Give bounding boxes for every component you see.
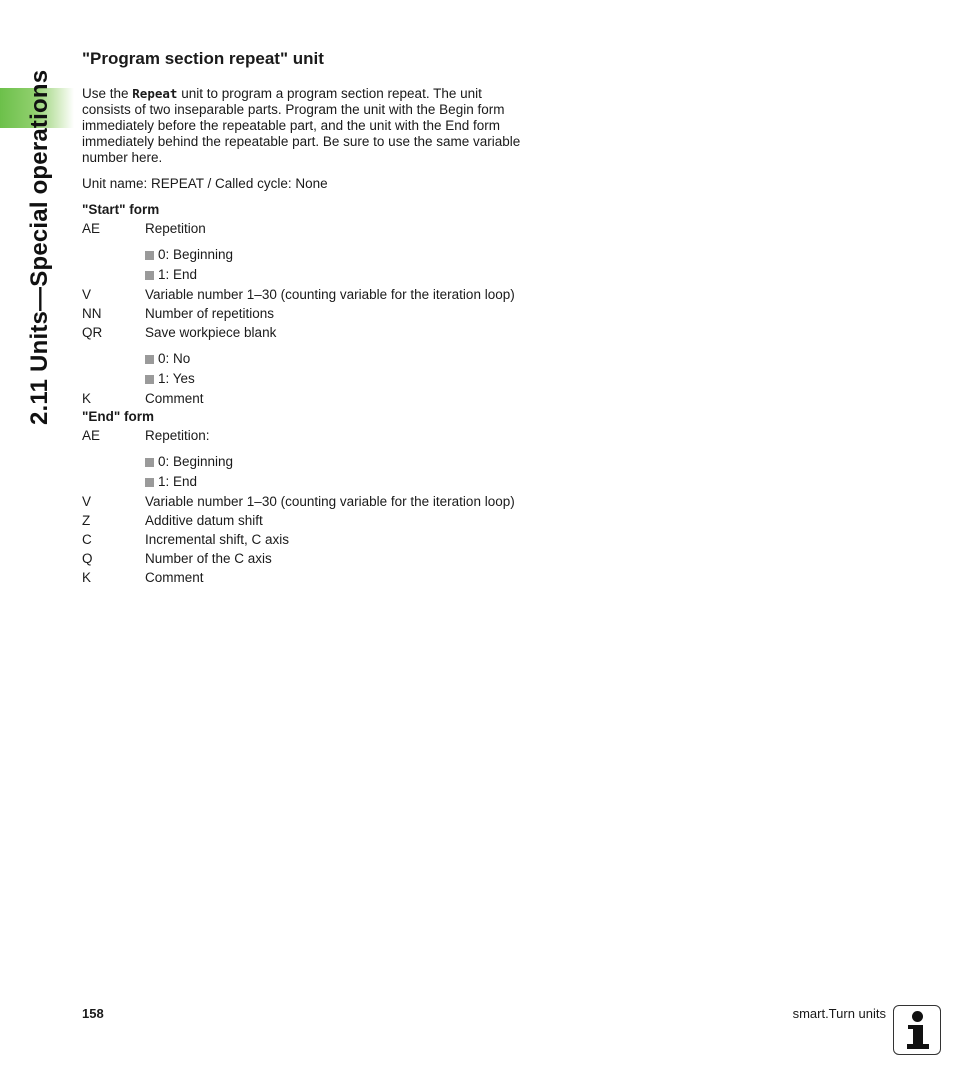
end-form-title: "End" form	[82, 409, 155, 424]
param-row	[82, 513, 527, 529]
main-content	[82, 48, 527, 586]
param-row	[82, 391, 527, 407]
param-row	[82, 287, 527, 303]
param-row	[82, 221, 527, 237]
param-code: V	[82, 494, 92, 509]
unit-name-line: Unit name: REPEAT / Called cycle: None	[82, 176, 328, 191]
param-desc: Incremental shift, C axis	[145, 532, 290, 547]
param-desc: Variable number 1–30 (counting variable for the iteration loop)	[145, 287, 515, 302]
param-row	[82, 532, 527, 548]
param-code: NN	[82, 306, 102, 321]
param-desc: Comment	[145, 391, 204, 406]
bullet-square-icon	[145, 271, 154, 280]
section-title: "Program section repeat" unit	[82, 49, 324, 68]
param-desc: Repetition:	[145, 428, 210, 443]
param-desc: Variable number 1–30 (counting variable for the iteration loop)	[145, 494, 515, 509]
bullet-square-icon	[145, 458, 154, 467]
param-desc: Save workpiece blank	[145, 325, 277, 340]
param-code: AE	[82, 221, 101, 236]
param-desc: Additive datum shift	[145, 513, 263, 528]
option-item: 1: End	[145, 474, 527, 490]
option-item: 1: End	[145, 267, 527, 283]
param-row	[82, 551, 527, 567]
param-row	[82, 494, 527, 510]
bullet-square-icon	[145, 355, 154, 364]
param-code: V	[82, 287, 92, 302]
chapter-title: 2.11 Units—Special operations	[26, 69, 53, 425]
option-item: 1: Yes	[145, 371, 527, 387]
bullet-square-icon	[145, 478, 154, 487]
param-row	[82, 570, 527, 586]
bullet-square-icon	[145, 251, 154, 260]
repeat-code: Repeat	[132, 86, 178, 101]
option-item: 0: Beginning	[145, 247, 527, 263]
info-icon	[893, 1005, 941, 1055]
option-item: 0: Beginning	[145, 454, 527, 470]
param-code: C	[82, 532, 92, 547]
param-desc: Repetition	[145, 221, 206, 236]
param-desc: Number of repetitions	[145, 306, 275, 321]
param-code: QR	[82, 325, 103, 340]
footer-section-name: smart.Turn units	[792, 1006, 886, 1021]
param-row	[82, 428, 527, 444]
param-desc: Comment	[145, 570, 204, 585]
intro-paragraph: Use the Repeat unit to program a program section repeat. The unit consists of two inseparable parts. Program the unit with the Begin form immediately before the repeatable part, and the unit with the End form immediately behind the repeatable part. Be sure to use the same variable number here.	[82, 86, 521, 165]
param-code: K	[82, 391, 92, 406]
option-item: 0: No	[145, 351, 527, 367]
param-row	[82, 325, 527, 341]
param-code: Q	[82, 551, 93, 566]
bullet-square-icon	[145, 375, 154, 384]
param-code: K	[82, 570, 92, 585]
start-form-title: "Start" form	[82, 202, 160, 217]
param-desc: Number of the C axis	[145, 551, 272, 566]
param-code: Z	[82, 513, 91, 528]
param-code: AE	[82, 428, 101, 443]
param-row	[82, 306, 527, 322]
page-number: 158	[82, 1006, 104, 1021]
